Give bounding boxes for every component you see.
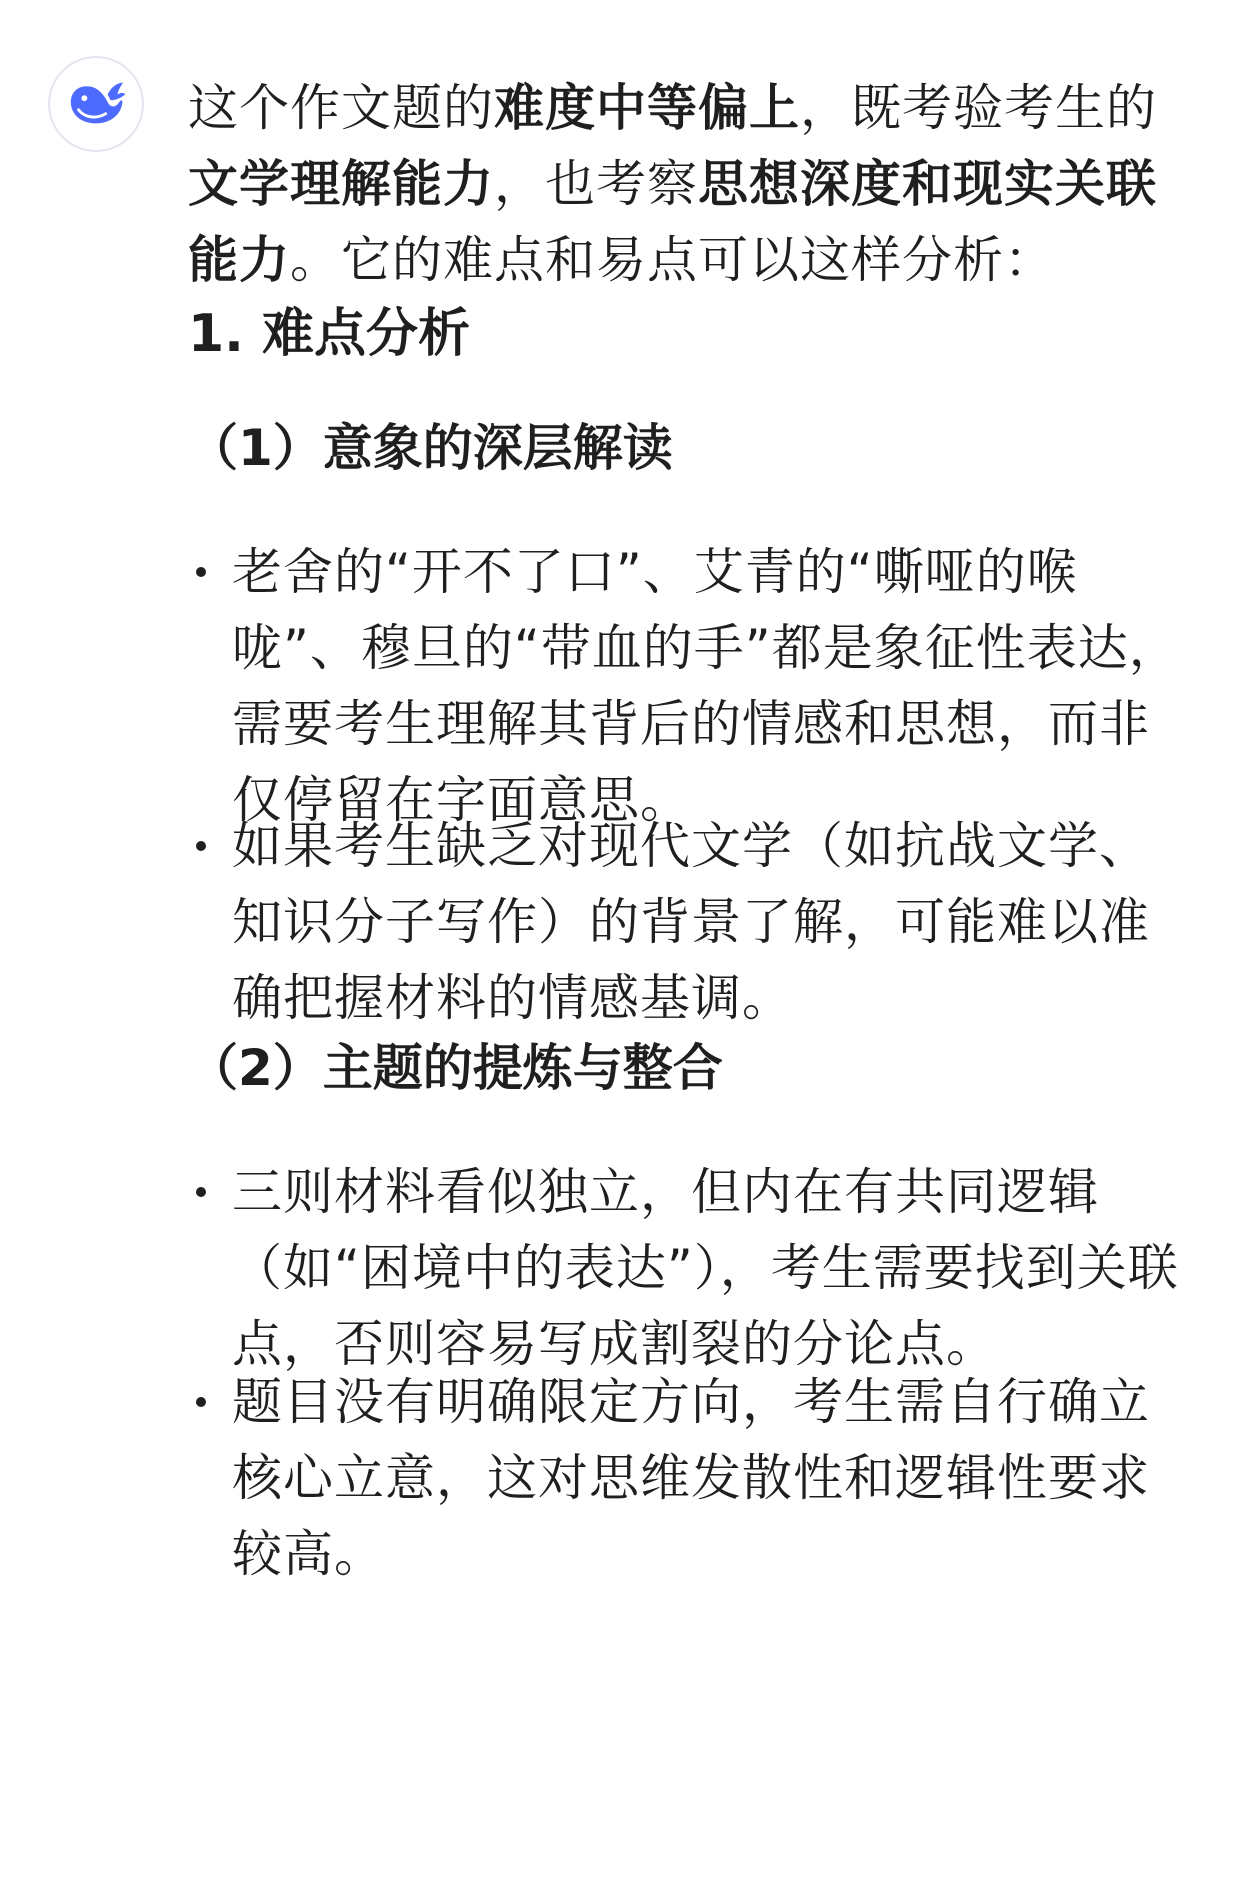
intro-text-1: 这个作文题的 xyxy=(188,79,494,137)
bullet-dot-icon xyxy=(196,567,206,577)
intro-bold-literary: 文学理解能力 xyxy=(188,155,494,213)
bullet-dot-icon xyxy=(196,1187,206,1197)
intro-text-4: 。它的难点和易点可以这样分析： xyxy=(290,231,1055,289)
intro-paragraph xyxy=(188,70,1198,298)
whale-logo-icon xyxy=(65,73,127,135)
bullet-dot-icon xyxy=(196,1397,206,1407)
list-item xyxy=(188,1364,1198,1592)
section-heading-difficulty: 1. 难点分析 xyxy=(188,304,471,364)
list-item-text: 题目没有明确限定方向，考生需自行确立核心立意，这对思维发散性和逻辑性要求较高。 xyxy=(232,1373,1150,1583)
intro-text-2: ，既考验考生的 xyxy=(800,79,1157,137)
subheading-theme: （2）主题的提炼与整合 xyxy=(188,1039,723,1097)
intro-text-3: ，也考察 xyxy=(494,155,698,213)
subheading-imagery: （1）意象的深层解读 xyxy=(188,419,673,477)
assistant-message xyxy=(188,70,1198,1583)
intro-bold-difficulty: 难度中等偏上 xyxy=(494,79,800,137)
list-item xyxy=(188,534,1198,838)
intro-bold-depth: 思想深度和现实关联能力 xyxy=(188,155,1157,289)
list-item-text: 老舍的“开不了口”、艾青的“嘶哑的喉咙”、穆旦的“带血的手”都是象征性表达，需要考生理解其背后的情感和思想，而非仅停留在字面意思。 xyxy=(232,543,1180,829)
list-item-text: 如果考生缺乏对现代文学（如抗战文学、知识分子写作）的背景了解，可能难以准确把握材料的情感基调。 xyxy=(232,817,1150,1027)
list-item-text: 三则材料看似独立，但内在有共同逻辑（如“困境中的表达”），考生需要找到关联点，否则容易写成割裂的分论点。 xyxy=(232,1163,1179,1373)
assistant-avatar xyxy=(48,56,144,152)
list-item xyxy=(188,1154,1198,1382)
bullet-dot-icon xyxy=(196,841,206,851)
list-item xyxy=(188,808,1198,1036)
